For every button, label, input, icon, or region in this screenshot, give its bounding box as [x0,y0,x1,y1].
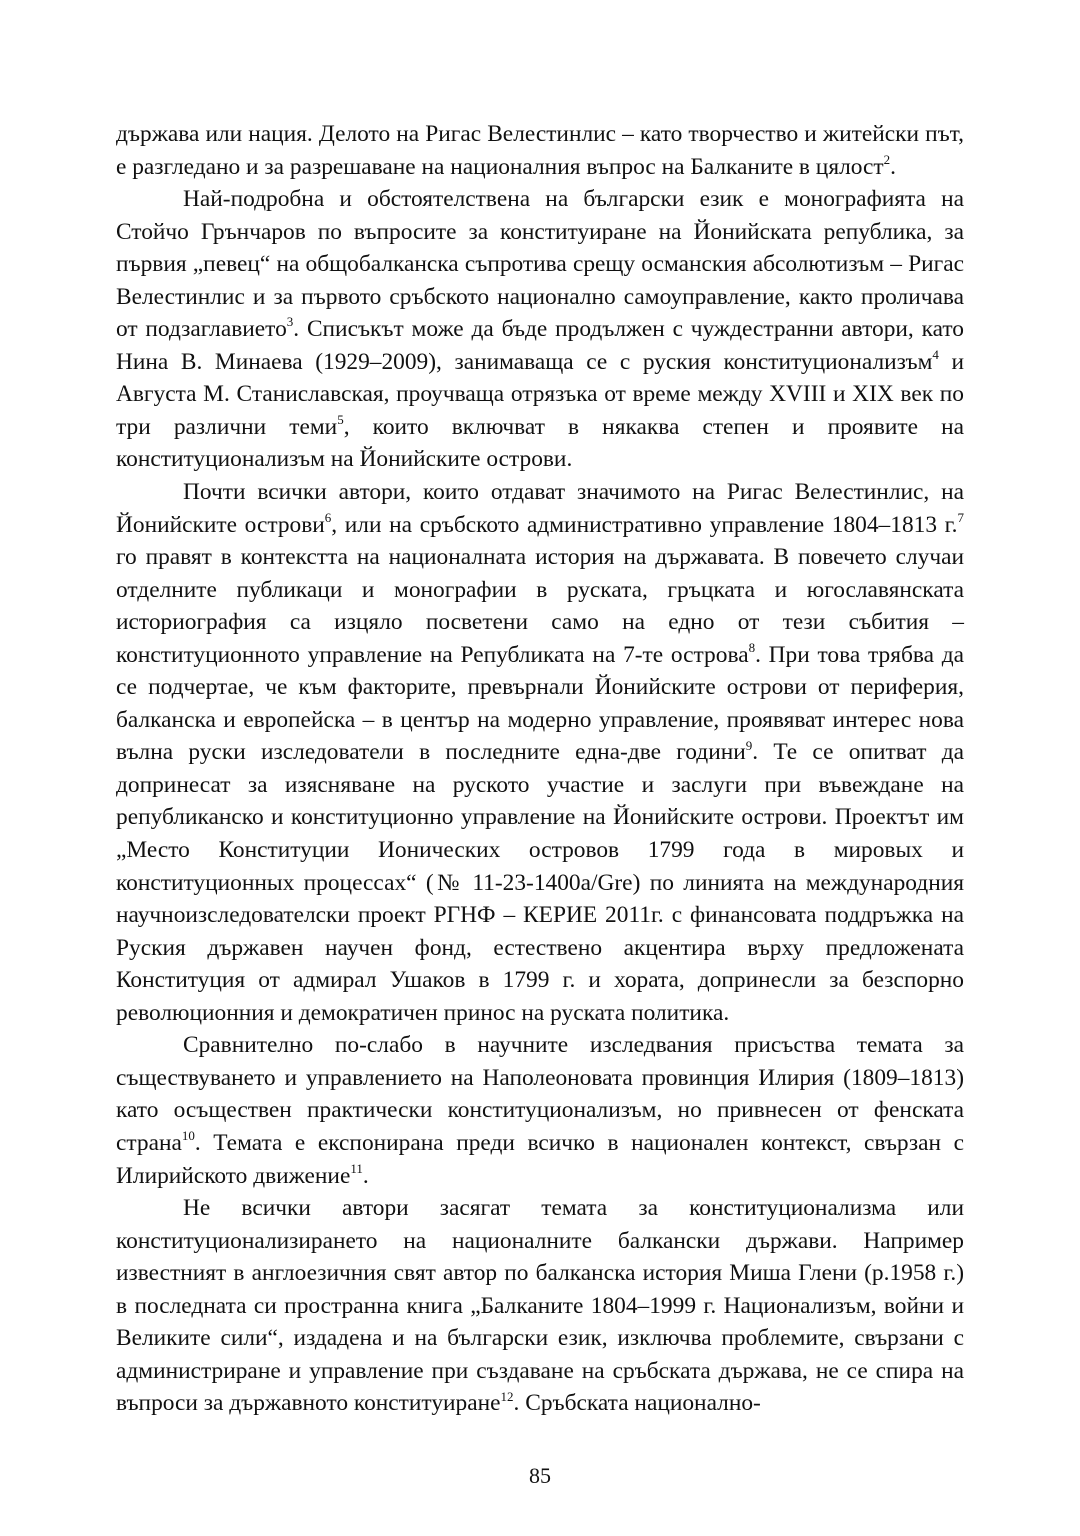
footnote-reference: 11 [350,1160,363,1176]
footnote-reference: 9 [745,737,753,753]
paragraph-text: , или на сръбското административно управление 1804–1813 г. [331,511,958,538]
paragraph-text: . [890,153,897,180]
paragraph-text: държава или нация. Делото на Ригас Велестинлис – като творчество и житейски път, е разгледано и за разрешаване на националния въпрос на Балканите в цялост [116,121,964,180]
paragraph [116,1192,964,1420]
paragraph [116,118,964,183]
footnote-reference: 10 [181,1128,195,1144]
paragraph-text: Най-подробна и обстоятелствена на български език е монографията на Стойчо Грънчаров по въпросите за конституиране на Йонийската република, за първия „певец“ на общобалканска съпротива срещу османския абсолютизъм – Ригас Велестинлис и за първото сръбското национално самоуправление, както проличава от подзаглавието [116,186,964,343]
body-text [116,118,964,1420]
paragraph [116,476,964,1029]
paragraph-text: и Августа М. Станиславская, проучваща отрязъка от време между XVIII и XIX век по три различни теми [116,348,964,440]
paragraph-text: . При това трябва да се подчертае, че към факторите, превърнали Йонийските острови от периферия, балканска и европейска – в център на модерно управление, проявяват интерес нова вълна руски изследователи в последните една-две години [116,641,964,766]
footnote-reference: 8 [748,639,756,655]
page-number: 85 [529,1463,551,1488]
footnote-reference: 3 [286,314,294,330]
footnote-reference: 6 [324,509,332,525]
paragraph-text: . Те се опитват да допринесат за изясняване на руското участие и заслуги при въвеждане на републиканско и конституционно управление на Йонийските острови. Проектът им „Место Конституции Ионических островов 1799 года в мировых и конституционных процессах“ (№ 11-23-1400a/Gre) по линията на международния научноизследователски проект РГНФ – КЕРИЕ 2011г. с финансовата поддръжка на Руския държавен научен фонд, естествено акцентира върху предложената Конституция от адмирал Ушаков в 1799 г. и хората, допринесли за безспорно революционния и демократичен принос на руската политика. [116,739,964,1026]
paragraph-text: . [362,1162,369,1189]
paragraph-text: , които включват в някаква степен и проявите на конституционализъм на Йонийските острови. [116,413,964,473]
footnote-reference: 2 [883,151,891,167]
paragraph-text: . Сръбската национално- [513,1390,761,1417]
paragraph-text: Почти всички автори, които отдават значимото на Ригас Велестинлис, на Йонийските острови [116,479,964,538]
footnote-reference: 5 [337,412,344,428]
paragraph-text: . Темата е експонирана преди всичко в национален контекст, свързан с Илирийското движение [116,1129,964,1189]
footnote-reference: 4 [932,347,939,363]
paragraph-text: . Списъкът може да бъде продължен с чуждестранни автори, като Нина В. Минаева (1929–2009), занимаваща се с руския конституционализъм [116,316,964,375]
paragraph-text: Сравнително по-слабо в научните изследвания присъства темата за съществуването и управлението на Наполеоновата провинция Илирия (1809–1813) като осъществен практически конституционализъм, но привнесен от фенската страна [116,1032,964,1156]
paragraph [116,183,964,476]
paragraph-text: Не всички автори засягат темата за конституционализма или конституционализирането на националните балкански държави. Например известният в англоезичния свят автор по балканска история Миша Глени (р.1958 г.) в последната си пространна книга „Балканите 1804–1999 г. Национализъм, войни и Великите сили“, издадена и на български език, изключва проблемите, свързани с администриране и управление при създаване на сръбската държава, не се спира на въпроси за държавното конституиране [116,1195,964,1417]
footnote-reference: 7 [957,509,964,525]
paragraph-text: го правят в контекстта на националната история на държавата. В повечето случаи отделните публикаци и монографии в руската, гръцката и югославянската историография са изцяло посветени само на едно от тези събития – конституционното управление на Републиката на 7-те острова [116,544,964,668]
footnote-reference: 12 [500,1388,514,1404]
paragraph [116,1029,964,1192]
